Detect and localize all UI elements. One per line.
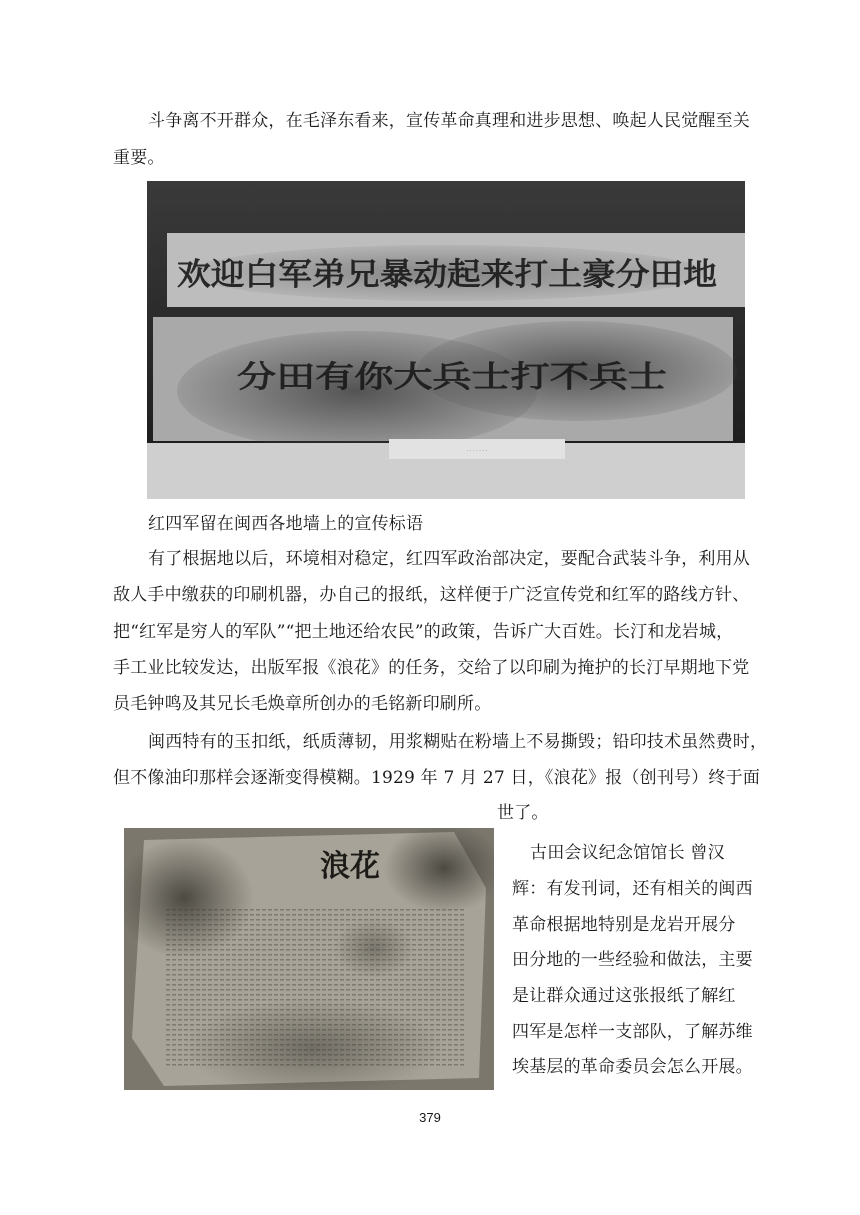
slogan-text-1: 欢迎白军弟兄暴动起来打土豪分田地	[177, 257, 717, 293]
paragraph-line: 重要。	[113, 148, 165, 168]
paragraph-line: 革命根据地特别是龙岩开展分	[512, 915, 736, 935]
paragraph-line: 埃基层的革命委员会怎么开展。	[512, 1057, 753, 1077]
slogan-text-2: 分田有你大兵士打不兵士	[237, 360, 667, 395]
svg-text:· · · · · · ·: · · · · · · ·	[466, 448, 488, 454]
paragraph-line: 四军是怎样一支部队，了解苏维	[512, 1022, 753, 1042]
paragraph-line: 手工业比较发达，出版军报《浪花》的任务，交给了以印刷为掩护的长汀早期地下党	[113, 658, 750, 678]
newspaper-masthead: 浪花	[320, 849, 380, 884]
paragraph-line: 闽西特有的玉扣纸，纸质薄韧，用浆糊贴在粉墙上不易撕毁；铅印技术虽然费时，	[148, 732, 768, 752]
paragraph-line: 世了。	[497, 803, 549, 823]
slogan-wall-photo-graphic	[147, 181, 745, 499]
paragraph-line: 有了根据地以后，环境相对稳定，红四军政治部决定，要配合武装斗争，利用从	[148, 549, 750, 569]
newspaper-photo-graphic	[124, 828, 494, 1090]
paragraph-line: 斗争离不开群众，在毛泽东看来，宣传革命真理和进步思想、唤起人民觉醒至关	[148, 111, 750, 131]
paragraph-line: 田分地的一些经验和做法，主要	[512, 950, 753, 970]
paragraph-line: 但不像油印那样会逐渐变得模糊。1929 年 7 月 27 日，《浪花》报（创刊号）终于面	[113, 768, 761, 788]
paragraph-line: 把“红军是穷人的军队”“把土地还给农民”的政策，告诉广大百姓。长汀和龙岩城，	[113, 622, 734, 642]
paragraph-line: 敌人手中缴获的印刷机器，办自己的报纸，这样便于广泛宣传党和红军的路线方针、	[113, 585, 750, 605]
newspaper-photo	[124, 828, 494, 1090]
paragraph-line: 辉：有发刊词，还有相关的闽西	[512, 879, 753, 899]
paragraph-line: 员毛钟鸣及其兄长毛焕章所创办的毛铭新印刷所。	[113, 694, 492, 714]
paragraph-line: 是让群众通过这张报纸了解红	[512, 986, 736, 1006]
page-number: 379	[419, 1110, 441, 1125]
slogan-wall-photo	[147, 181, 745, 499]
figure-caption: 红四军留在闽西各地墙上的宣传标语	[148, 514, 424, 534]
paragraph-line: 古田会议纪念馆馆长 曾汉	[530, 843, 725, 863]
